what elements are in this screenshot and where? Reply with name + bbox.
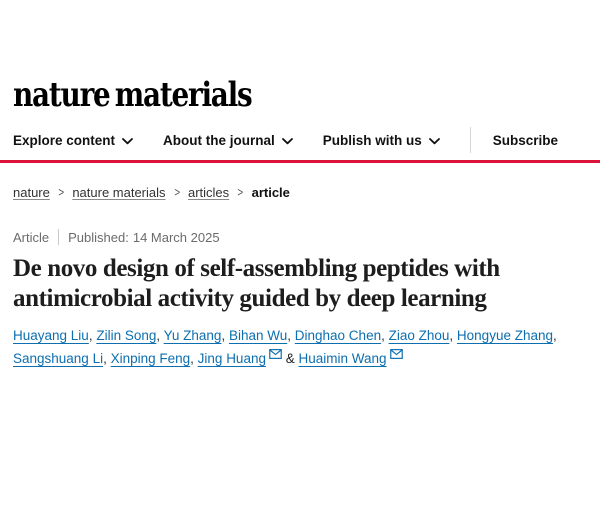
email-icon[interactable] (390, 344, 403, 367)
author-link[interactable]: Hongyue Zhang (456, 328, 553, 343)
article-meta (13, 229, 587, 245)
author-link[interactable]: Yu Zhang (163, 328, 222, 343)
author-link[interactable]: Jing Huang (197, 350, 266, 366)
page (0, 75, 600, 370)
nav-subscribe-label: Subscribe (492, 132, 559, 148)
journal-logo[interactable]: nature materials (13, 75, 252, 115)
author-ampersand: & (281, 350, 299, 366)
nav-about-the-journal[interactable] (163, 133, 293, 148)
breadcrumb (13, 185, 587, 200)
brand-red-rule (0, 160, 600, 163)
nav-about-the-journal-label: About the journal (163, 132, 275, 148)
chevron-down-icon (122, 138, 133, 145)
article-title-line-1: De novo design of self-assembling peptides with (13, 255, 500, 282)
author-separator: , (221, 328, 229, 343)
author-link[interactable]: Ziao Zhou (388, 328, 450, 343)
author-link[interactable]: Bihan Wu (228, 328, 288, 343)
article-title-line-2: antimicrobial activity guided by deep learning (13, 285, 487, 312)
author-link[interactable]: Huaimin Wang (298, 350, 387, 366)
logo-row (13, 75, 587, 115)
author-link[interactable]: Sangshuang Li (13, 350, 104, 366)
author-list (13, 325, 587, 370)
author-separator: , (449, 328, 457, 343)
author-separator: , (190, 350, 198, 366)
breadcrumb-current-article: article (251, 185, 290, 200)
author-separator: , (287, 328, 295, 343)
author-separator: , (381, 328, 389, 343)
breadcrumb-link-nature[interactable]: nature (13, 185, 50, 200)
breadcrumb-link-articles[interactable]: articles (187, 185, 230, 200)
published-label: Published: (68, 229, 129, 245)
author-separator: , (103, 350, 111, 366)
breadcrumb-separator-icon: > (237, 185, 244, 200)
nav-explore-content[interactable] (13, 133, 133, 148)
chevron-down-icon (429, 138, 440, 145)
author-link[interactable]: Huayang Liu (13, 328, 89, 343)
nav-publish-with-us-label: Publish with us (322, 132, 422, 148)
meta-divider (58, 229, 59, 245)
author-separator: , (553, 328, 557, 343)
author-separator: , (88, 328, 97, 343)
email-icon[interactable] (269, 344, 282, 367)
nav-subscribe[interactable] (493, 133, 558, 148)
breadcrumb-separator-icon: > (173, 185, 180, 200)
article-type-label: Article (13, 229, 50, 245)
top-navigation (13, 128, 587, 152)
nav-publish-with-us[interactable] (323, 133, 440, 148)
chevron-down-icon (282, 138, 293, 145)
author-separator: , (156, 328, 164, 343)
breadcrumb-separator-icon: > (58, 185, 64, 200)
nav-explore-content-label: Explore content (13, 132, 116, 148)
breadcrumb-link-nature-materials[interactable]: nature materials (72, 185, 166, 200)
author-link[interactable]: Xinping Feng (110, 350, 191, 366)
nav-divider (470, 127, 471, 153)
author-link[interactable]: Zilin Song (96, 328, 157, 343)
published-date: 14 March 2025 (132, 229, 220, 245)
article-title (13, 254, 587, 314)
author-link[interactable]: Dinghao Chen (294, 328, 382, 343)
